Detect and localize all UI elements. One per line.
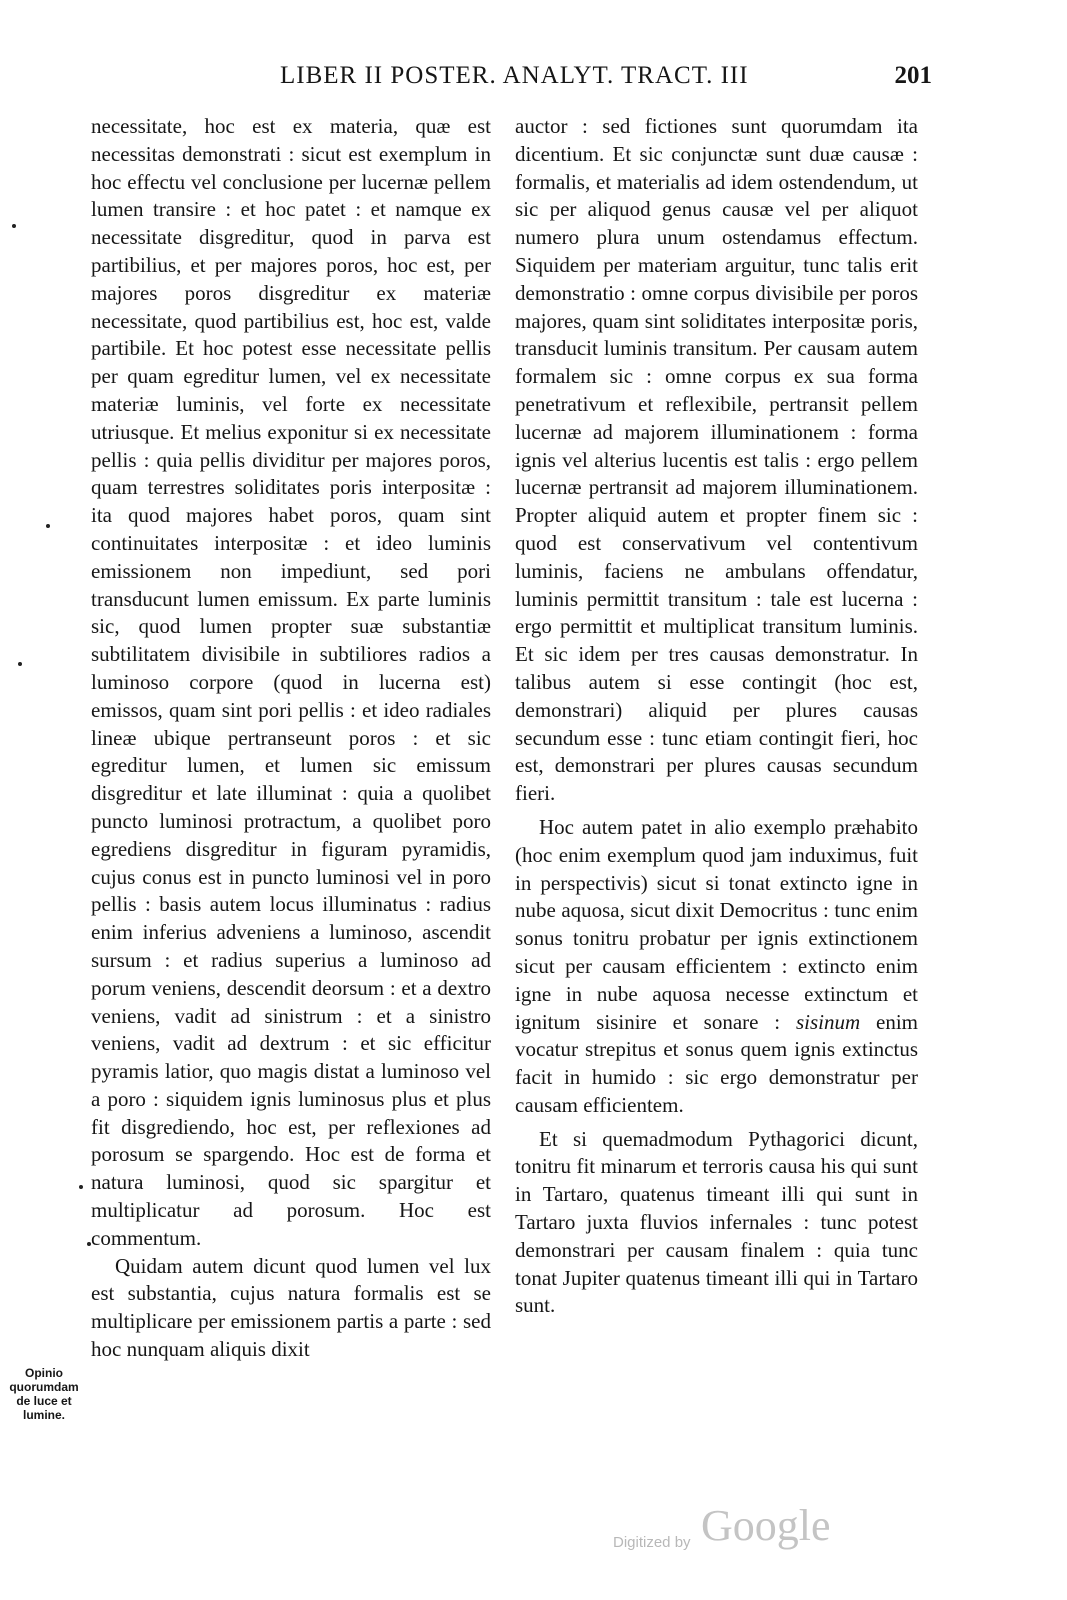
italic-term: sisinum	[795, 1009, 861, 1034]
stray-mark	[46, 524, 50, 528]
left-paragraph-2: Quidam autem dicunt quod lumen vel lux est substantia, cujus natura formalis est se multiplicare per emissionem partis a parte : sed hoc nunquam aliquis dixit	[91, 1253, 491, 1362]
google-logo: Google	[701, 1501, 831, 1550]
running-head: LIBER II POSTER. ANALYT. TRACT. III	[280, 62, 749, 89]
watermark-small-text: Digitized by	[613, 1534, 691, 1551]
right-paragraph-3: Et si quemadmodum Pythagorici dicunt, tonitru fit minarum et terroris causa his qui sunt in Tartaro, quatenus timeant illi qui sunt in Tartaro juxta fluvios infernales : tunc potest demonstrari per causam finalem : quia tunc tonat Jupiter quatenus timeant illi qui in Tartaro sunt.	[515, 1126, 918, 1318]
left-paragraph-1: necessitate, hoc est ex materia, quæ est necessitas demonstrati : sicut est exemplum in hoc effectu vel conclusione per lucernæ pellem lumen transire : et hoc patet : et namque ex necessitate disgreditur, quod in parva est partibilius, et per majores poros, hoc est, per majores poros disgreditur ex materiæ necessitate, quod partibilius est, hoc est, valde partibile. Et hoc potest esse necessitate pellis per quam egreditur lumen, vel ex necessitate materiæ luminis, vel forte ex necessitate utriusque. Et melius exponitur si ex necessitate pellis : quia pellis dividitur per majores poros, quam terrestres soliditates poris interpositæ : ita quod majores habet poros, quam sint continuitates interpositæ : et ideo luminis emissionem non impediunt, sed pori transducunt lumen emissum. Ex parte luminis sic, quod lumen propter suæ substantiæ subtilitatem divisibile in subtiliores radios a luminoso corpore (quod in lucerna est) emissos, quam sint pori pellis : et ideo radiales lineæ ubique pertranseunt poros : et sic egreditur lumen, et lumen sic emissum disgreditur et late illuminat : quia a quolibet puncto luminosi protractum, a quolibet poro egrediens disgreditur in figuram pyramidis, cujus conus est in puncto luminosi vel in poro pellis : basis autem locus illuminatus : radius enim inferius adveniens a luminoso, ascendit sursum : et radius superius a luminoso ad porum veniens, descendit deorsum : et a dextro veniens, vadit ad sinistrum : et a sinistro veniens, vadit ad dextrum : et sic efficitur pyramis latior, quo magis distat a luminoso vel a poro : siquidem ignis luminosus plus et plus fit disgrediendo, hoc est, per reflexiones ad porosum se spargendo. Hoc est de forma et natura luminosi, quod sic spargitur et multiplicatur ad porosum. Hoc est commentum.	[91, 114, 491, 1250]
margin-note: Opinio quorumdam de luce et lumine.	[9, 1366, 79, 1422]
stray-mark	[18, 662, 22, 666]
right-paragraph-1: auctor : sed fictiones sunt quorumdam ita dicentium. Et sic conjunctæ sunt duæ causæ : formalis, et materialis ad idem ostendendum, ut sic per aliquod genus causæ vel per aliquot numero plura unum ostendamus effectum. Siquidem per materiam arguitur, tunc talis erit demonstratio : omne corpus divisibile per poros majores, quam sint soliditates interpositæ poris, transducit luminis transitum. Per causam autem formalem sic : omne corpus ex sua forma penetrativum et reflexibile, pertransit pellem lucernæ ad majorem illuminationem : forma ignis vel alterius lucentis est talis : ergo pellem lucernæ pertransit ad majorem illuminationem. Propter aliquid autem et propter finem sic : quod est conservativum vel contentivum luminis, faciens ne ambulans offendatur, luminis permittit transitum : tale est lucerna : ergo permittit et multiplicat transitum luminis. Et sic idem per tres causas demonstratur. In talibus autem si esse contingit (hoc est, demonstrari) aliquid per plures causas secundum esse : tunc etiam contingit fieri, hoc est, demonstrari per plures causas secundum fieri.	[515, 114, 918, 806]
right-paragraph-2	[515, 814, 918, 1120]
page-number: 201	[894, 62, 932, 89]
right-paragraph-2-text-a: Hoc autem patet in alio exemplo præhabito (hoc enim exemplum quod jam induximus, fuit in perspectivis) sicut si tonat extincto igne in nube aquosa, sicut dixit Democritus : tunc enim sonus tonitru probatur per ignis extinctionem sicut per causam efficientem : extincto enim igne in nube aquosa necesse extinctum et ignitum sisinire et sonare :	[515, 814, 918, 1034]
right-paragraph-2-text-b: enim vocatur strepitus et sonus quem ignis extinctus facit in humido : sic ergo demonstratur per causam efficientem.	[515, 1009, 918, 1117]
page-header	[90, 62, 932, 102]
left-column	[91, 113, 491, 1364]
stray-mark	[12, 224, 16, 228]
stray-mark	[79, 1185, 83, 1189]
right-column	[515, 113, 918, 1320]
digitized-watermark	[613, 1500, 843, 1560]
stray-mark	[87, 1242, 91, 1246]
